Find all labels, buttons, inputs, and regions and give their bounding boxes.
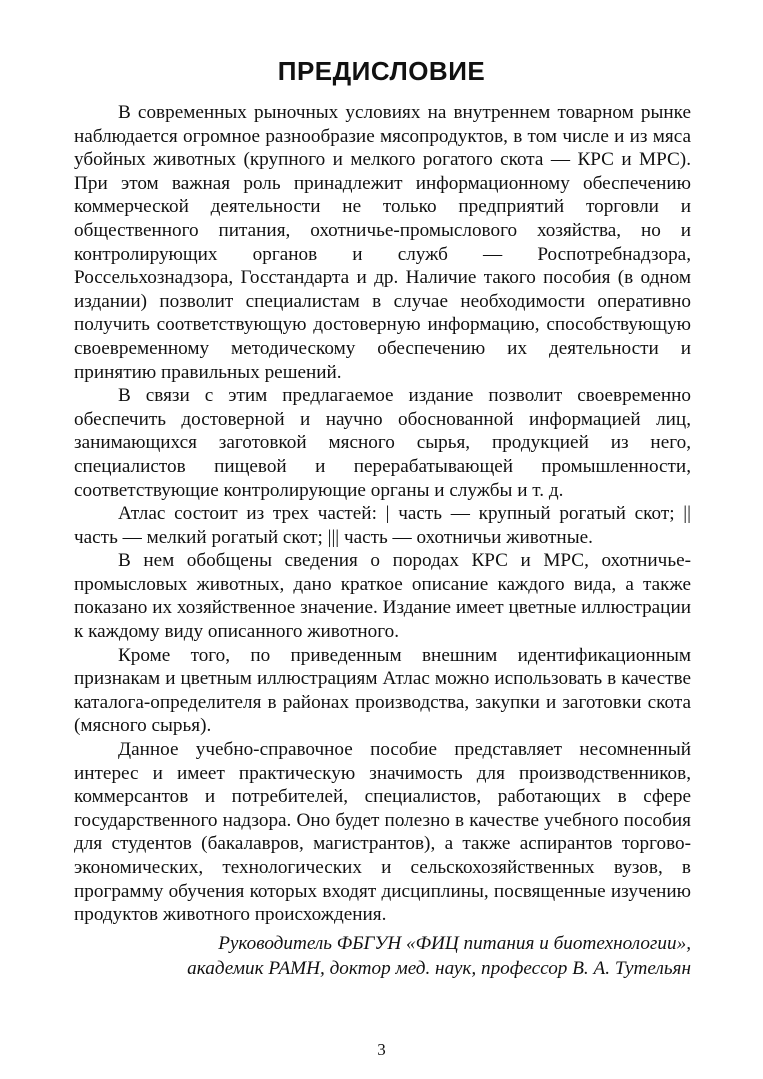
author-signature <box>187 931 691 981</box>
paragraph-atlas-contents: В нем обобщены сведения о породах КРС и МРС, охотничье-промысловых животных, дано краткое описание каждого вида, а также показано их хозяйственное значение. Издание имеет цветные иллюстрации к каждому виду описанного животного. <box>74 550 691 643</box>
paragraph-catalog-usage: Кроме того, по приведенным внешним идентификационным признакам и цветным иллюстрациям Атлас можно использовать в качестве каталога-определителя в районах производства, закупки и заготовки скота (мясного сырья). <box>74 644 691 737</box>
signature-credentials: академик РАМН, доктор мед. наук, профессор В. А. Тутельян <box>187 958 691 979</box>
page-number: 3 <box>377 1040 386 1059</box>
paragraph-market-conditions: В современных рыночных условиях на внутреннем товарном рынке наблюдается огромное разнообразие мясопродуктов, в том числе и из мяса убойных животных (крупного и мелкого рогатого скота — КРС и МРС). При этом важная роль принадлежит информационному обеспечению коммерческой деятельности не только предприятий торговли и общественного питания, охотничье-промыслового хозяйства, но и контролирующих органов и служб — Роспотребнадзора, Россельхознадзора, Госстандарта и др. Наличие такого пособия (в одном издании) позволит специалистам в случае необходимости оперативно получить соответствующую достоверную информацию, способствующую своевременному методическому обеспечению их деятельности и принятию правильных решений. <box>74 102 691 383</box>
preface-body <box>74 101 691 927</box>
paragraph-atlas-structure: Атлас состоит из трех частей: | часть — крупный рогатый скот; || часть — мелкий рогатый скот; ||| часть — охотничьи животные. <box>74 503 691 548</box>
paragraph-publication-purpose: В связи с этим предлагаемое издание позволит своевременно обеспечить достоверной и научно обоснованной информацией лиц, занимающихся заготовкой мясного сырья, продукцией из него, специалистов пищевой и перерабатывающей промышленности, соответствующие контролирующие органы и службы и т. д. <box>74 385 691 501</box>
paragraph-target-audience: Данное учебно-справочное пособие представляет несомненный интерес и имеет практическую значимость для производственников, коммерсантов и потребителей, специалистов, работающих в сфере государственного надзора. Оно будет полезно в качестве учебного пособия для студентов (бакалавров, магистрантов), а также аспирантов торгово-экономических, технологических и сельскохозяйственных вузов, в программу обучения которых входят дисциплины, посвященные изучению продуктов животного происхождения. <box>74 739 691 926</box>
page-title: ПРЕДИСЛОВИЕ <box>277 56 486 86</box>
signature-position: Руководитель ФБГУН «ФИЦ питания и биотехнологии», <box>218 933 691 954</box>
